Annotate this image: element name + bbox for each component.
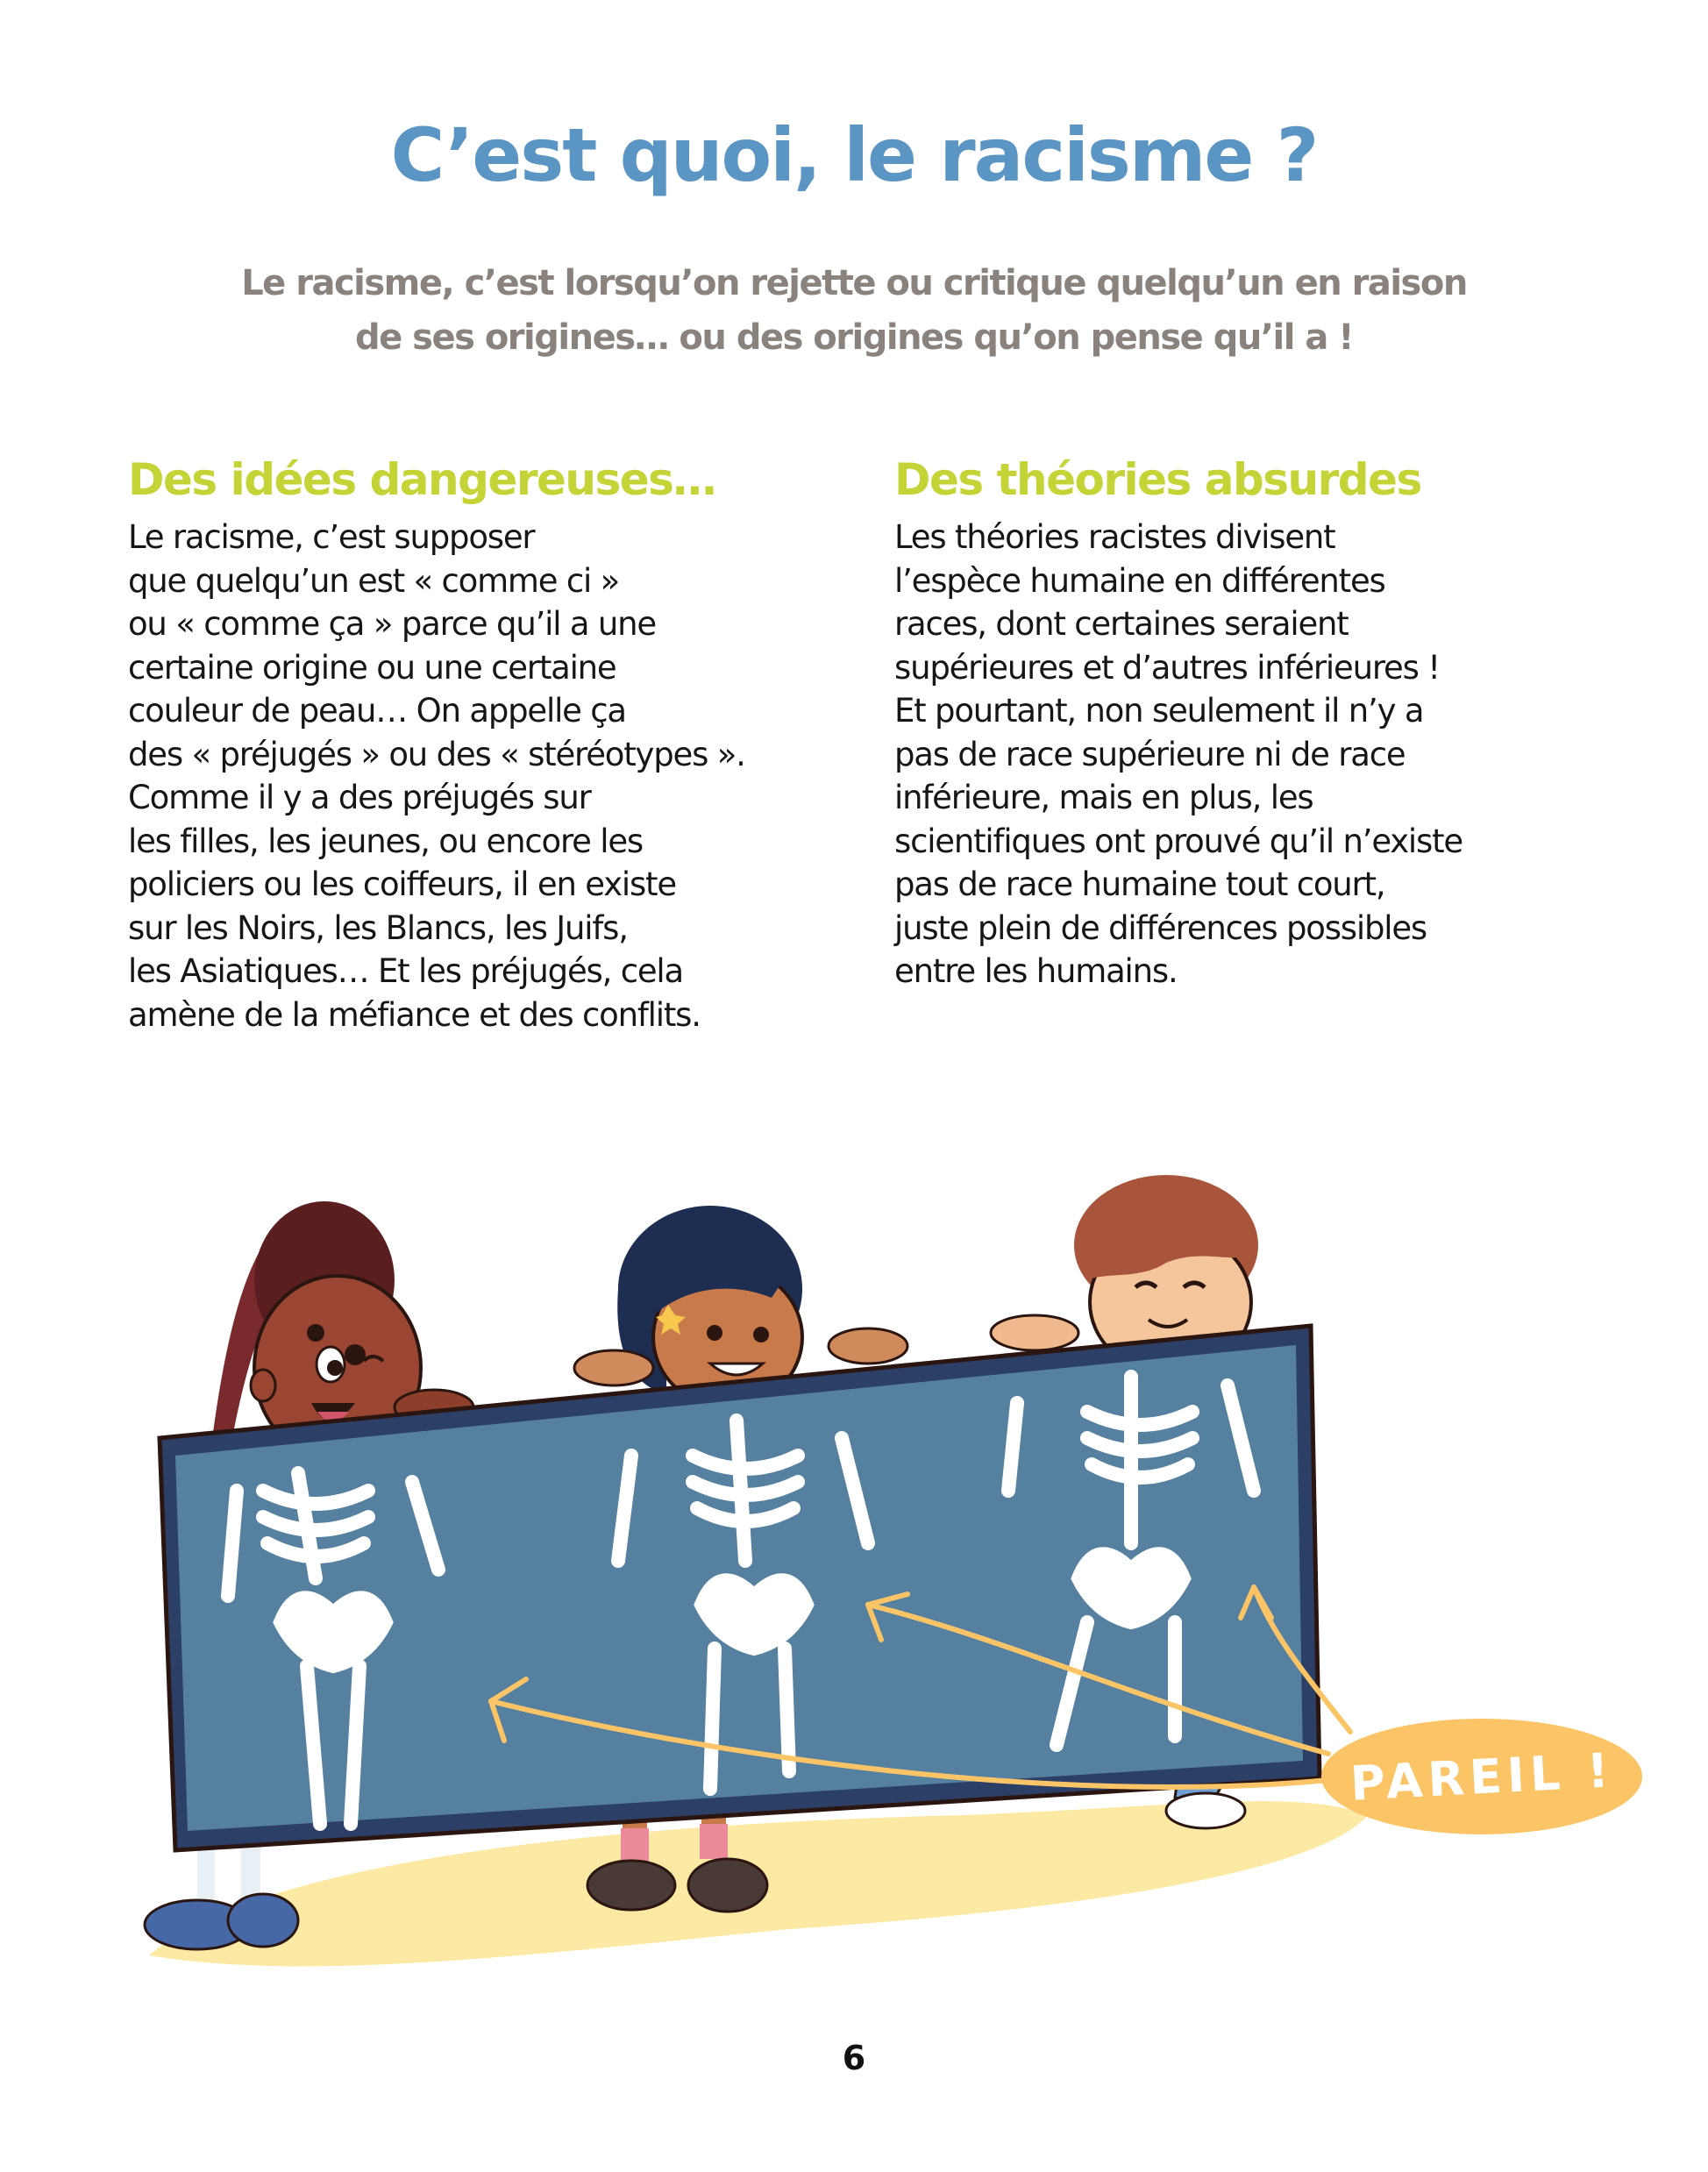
body-line: les filles, les jeunes, ou encore les [128,822,643,860]
hand-icon [829,1328,907,1364]
body-line: policiers ou les coiffeurs, il en existe [128,865,676,903]
body-line: scientifiques ont prouvé qu’il n’existe [894,822,1462,860]
body-line: juste plein de différences possibles [894,908,1427,947]
body-line: Et pourtant, non seulement il n’y a [894,692,1424,730]
page-number: 6 [842,2039,866,2077]
body-line: sur les Noirs, les Blancs, les Juifs, [128,908,628,947]
body-line: Comme il y a des préjugés sur [128,779,591,816]
lead-line: Le racisme, c’est lorsqu’on rejette ou critique quelqu’un en raison [241,263,1467,303]
body-line: couleur de peau… On appelle ça [128,692,626,730]
lead-line: de ses origines… ou des origines qu’on pense qu’il a ! [354,317,1354,358]
lead-paragraph [0,256,1708,365]
body-line: des « préjugés » ou des « stéréotypes ». [128,735,745,773]
body-line: l’espèce humaine en différentes [894,561,1385,600]
body-line: entre les humains. [894,952,1178,990]
body-line: amène de la méfiance et des conflits. [128,995,701,1034]
pareil-label: PAREIL ! [1349,1741,1615,1812]
body-line: Les théories racistes divisent [894,518,1335,556]
section-absurd-theories [894,449,1596,993]
body-line: ou « comme ça » parce qu’il a une [128,605,656,643]
hand-icon [574,1350,653,1385]
body-line: supérieures et d’autres inférieures ! [894,648,1440,687]
xray-illustration [0,1122,1708,2043]
section-dangerous-ideas [128,449,847,1036]
pareil-bubble [1320,1714,1644,1839]
body-line: Le racisme, c’est supposer [128,518,535,556]
section-heading: Des idées dangereuses… [128,454,715,505]
section-body [128,516,847,1036]
body-line: pas de race supérieure ni de race [894,735,1406,773]
body-line: certaine origine ou une certaine [128,648,616,687]
section-heading: Des théories absurdes [894,454,1421,505]
body-line: que quelqu’un est « comme ci » [128,561,620,600]
body-line: pas de race humaine tout court, [894,865,1385,903]
hand-icon [991,1315,1078,1350]
body-line: inférieure, mais en plus, les [894,779,1313,816]
body-line: les Asiatiques… Et les préjugés, cela [128,952,683,990]
page-title: C’est quoi, le racisme ? [390,112,1318,198]
body-line: races, dont certaines seraient [894,605,1349,643]
section-body [894,516,1596,993]
